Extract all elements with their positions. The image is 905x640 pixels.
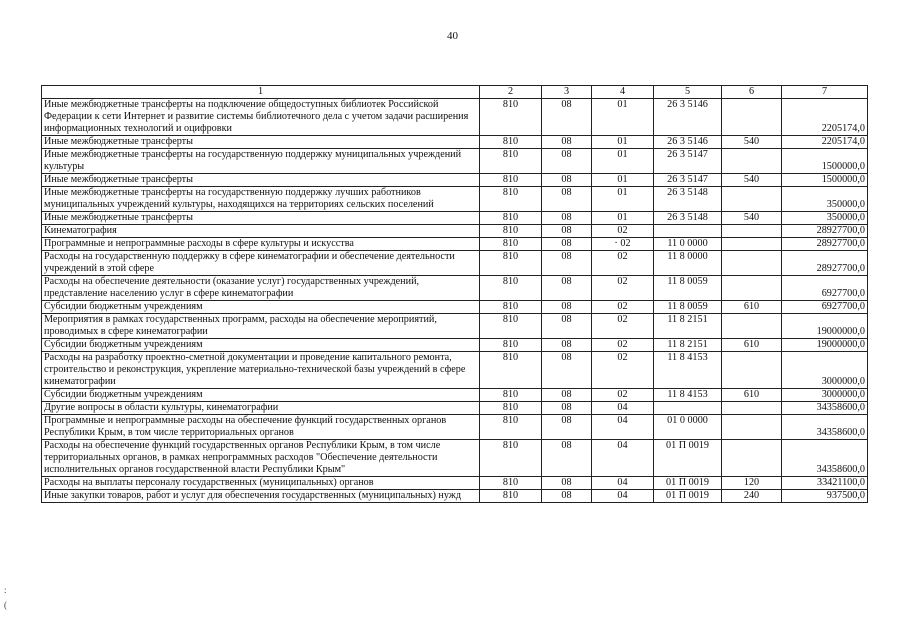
- row-amount: 33421100,0: [782, 477, 868, 490]
- row-section: 08: [542, 352, 592, 389]
- row-section: 08: [542, 402, 592, 415]
- row-expense-type: [722, 238, 782, 251]
- row-subsection: 04: [592, 402, 654, 415]
- column-number-row: [42, 86, 868, 99]
- table-row: [42, 225, 868, 238]
- row-section: 08: [542, 276, 592, 301]
- row-amount: 19000000,0: [782, 339, 868, 352]
- row-name: Расходы на разработку проектно-сметной документации и проведение капитального ремонта, строительство и реконструкция, укрепление материально-технической базы учреждений в сфере кинематографии: [42, 352, 480, 389]
- budget-table: [41, 85, 868, 503]
- row-target-article: 01 0 0000: [654, 415, 722, 440]
- row-expense-type: 610: [722, 301, 782, 314]
- row-admin-code: 810: [480, 225, 542, 238]
- row-section: 08: [542, 251, 592, 276]
- row-target-article: 26 3 5148: [654, 212, 722, 225]
- row-name: Мероприятия в рамках государственных программ, расходы на обеспечение мероприятий, проводимых в сфере кинематографии: [42, 314, 480, 339]
- row-subsection: 01: [592, 136, 654, 149]
- row-target-article: 11 8 2151: [654, 339, 722, 352]
- row-name: Субсидии бюджетным учреждениям: [42, 389, 480, 402]
- row-expense-type: [722, 402, 782, 415]
- row-amount: 2205174,0: [782, 136, 868, 149]
- row-admin-code: 810: [480, 99, 542, 136]
- row-section: 08: [542, 415, 592, 440]
- row-admin-code: 810: [480, 440, 542, 477]
- row-target-article: 01 П 0019: [654, 440, 722, 477]
- row-amount: 3000000,0: [782, 389, 868, 402]
- row-target-article: 11 0 0000: [654, 238, 722, 251]
- row-target-article: 26 3 5146: [654, 99, 722, 136]
- row-subsection: 01: [592, 99, 654, 136]
- table-row: [42, 136, 868, 149]
- row-subsection: · 02: [592, 238, 654, 251]
- row-amount: 1500000,0: [782, 174, 868, 187]
- row-target-article: 26 3 5146: [654, 136, 722, 149]
- row-admin-code: 810: [480, 389, 542, 402]
- table-row: [42, 339, 868, 352]
- row-admin-code: 810: [480, 212, 542, 225]
- row-section: 08: [542, 440, 592, 477]
- row-admin-code: 810: [480, 276, 542, 301]
- row-admin-code: 810: [480, 187, 542, 212]
- row-subsection: 04: [592, 477, 654, 490]
- row-amount: 1500000,0: [782, 149, 868, 174]
- row-target-article: 01 П 0019: [654, 490, 722, 503]
- row-subsection: 02: [592, 251, 654, 276]
- row-subsection: 02: [592, 339, 654, 352]
- table-row: [42, 301, 868, 314]
- row-expense-type: 540: [722, 174, 782, 187]
- row-expense-type: 610: [722, 389, 782, 402]
- row-target-article: [654, 402, 722, 415]
- row-amount: 28927700,0: [782, 251, 868, 276]
- column-header: 2: [480, 86, 542, 99]
- row-admin-code: 810: [480, 477, 542, 490]
- row-amount: 2205174,0: [782, 99, 868, 136]
- row-section: 08: [542, 490, 592, 503]
- row-section: 08: [542, 187, 592, 212]
- row-target-article: [654, 225, 722, 238]
- row-name: Иные закупки товаров, работ и услуг для обеспечения государственных (муниципальных) нужд: [42, 490, 480, 503]
- table-row: [42, 490, 868, 503]
- row-target-article: 01 П 0019: [654, 477, 722, 490]
- row-admin-code: 810: [480, 352, 542, 389]
- row-subsection: 02: [592, 276, 654, 301]
- row-admin-code: 810: [480, 415, 542, 440]
- row-name: Другие вопросы в области культуры, кинематографии: [42, 402, 480, 415]
- row-amount: 3000000,0: [782, 352, 868, 389]
- row-amount: 28927700,0: [782, 238, 868, 251]
- row-expense-type: [722, 440, 782, 477]
- row-admin-code: 810: [480, 136, 542, 149]
- row-name: Иные межбюджетные трансферты на подключение общедоступных библиотек Российской Федерации к сети Интернет и развитие системы библиотечного дела с учетом задачи расширения информационных технологий и оцифровки: [42, 99, 480, 136]
- row-admin-code: 810: [480, 339, 542, 352]
- row-expense-type: [722, 251, 782, 276]
- table-row: [42, 212, 868, 225]
- row-expense-type: [722, 314, 782, 339]
- row-name: Расходы на выплаты персоналу государственных (муниципальных) органов: [42, 477, 480, 490]
- row-subsection: 01: [592, 149, 654, 174]
- row-target-article: 11 8 0059: [654, 301, 722, 314]
- row-target-article: 11 8 0000: [654, 251, 722, 276]
- row-name: Расходы на государственную поддержку в сфере кинематографии и обеспечение деятельности учреждений в этой сфере: [42, 251, 480, 276]
- row-admin-code: 810: [480, 490, 542, 503]
- row-target-article: 26 3 5147: [654, 149, 722, 174]
- row-admin-code: 810: [480, 174, 542, 187]
- table-row: [42, 314, 868, 339]
- row-target-article: 11 8 4153: [654, 352, 722, 389]
- row-subsection: 02: [592, 225, 654, 238]
- row-target-article: 11 8 2151: [654, 314, 722, 339]
- row-section: 08: [542, 225, 592, 238]
- row-expense-type: 540: [722, 136, 782, 149]
- margin-mark: :: [4, 585, 7, 595]
- row-name: Иные межбюджетные трансферты на государственную поддержку лучших работников муниципальных учреждений культуры, находящихся на территориях сельских поселений: [42, 187, 480, 212]
- row-name: Иные межбюджетные трансферты: [42, 212, 480, 225]
- row-section: 08: [542, 99, 592, 136]
- row-amount: 350000,0: [782, 187, 868, 212]
- table-row: [42, 251, 868, 276]
- column-header: 6: [722, 86, 782, 99]
- row-subsection: 02: [592, 301, 654, 314]
- row-section: 08: [542, 477, 592, 490]
- row-name: Субсидии бюджетным учреждениям: [42, 339, 480, 352]
- row-section: 08: [542, 339, 592, 352]
- row-subsection: 04: [592, 440, 654, 477]
- row-name: Программные и непрограммные расходы в сфере культуры и искусства: [42, 238, 480, 251]
- row-name: Иные межбюджетные трансферты: [42, 136, 480, 149]
- row-subsection: 01: [592, 187, 654, 212]
- row-amount: 34358600,0: [782, 440, 868, 477]
- row-amount: 19000000,0: [782, 314, 868, 339]
- table-row: [42, 276, 868, 301]
- row-amount: 28927700,0: [782, 225, 868, 238]
- row-subsection: 01: [592, 212, 654, 225]
- row-admin-code: 810: [480, 251, 542, 276]
- margin-mark: (: [4, 600, 7, 610]
- row-expense-type: [722, 149, 782, 174]
- row-target-article: 26 3 5148: [654, 187, 722, 212]
- table-row: [42, 187, 868, 212]
- row-section: 08: [542, 174, 592, 187]
- table-row: [42, 238, 868, 251]
- row-expense-type: 120: [722, 477, 782, 490]
- row-amount: 937500,0: [782, 490, 868, 503]
- column-header: 3: [542, 86, 592, 99]
- row-section: 08: [542, 301, 592, 314]
- row-name: Расходы на обеспечение функций государственных органов Республики Крым, в том числе территориальных органов, в рамках непрограммных расходов "Обеспечение деятельности исполнительных органов государственной власти Республики Крым": [42, 440, 480, 477]
- row-expense-type: 540: [722, 212, 782, 225]
- row-amount: 34358600,0: [782, 402, 868, 415]
- row-subsection: 01: [592, 174, 654, 187]
- row-name: Программные и непрограммные расходы на обеспечение функций государственных органов Республики Крым, в том числе территориальных органов: [42, 415, 480, 440]
- row-admin-code: 810: [480, 301, 542, 314]
- row-section: 08: [542, 149, 592, 174]
- row-expense-type: [722, 276, 782, 301]
- row-section: 08: [542, 314, 592, 339]
- row-admin-code: 810: [480, 314, 542, 339]
- table-row: [42, 415, 868, 440]
- row-target-article: 26 3 5147: [654, 174, 722, 187]
- row-name: Иные межбюджетные трансферты на государственную поддержку муниципальных учреждений культуры: [42, 149, 480, 174]
- row-name: Расходы на обеспечение деятельности (оказание услуг) государственных учреждений, представление населению услуг в сфере кинематографии: [42, 276, 480, 301]
- row-expense-type: [722, 352, 782, 389]
- row-name: Кинематография: [42, 225, 480, 238]
- column-header: 1: [42, 86, 480, 99]
- column-header: 4: [592, 86, 654, 99]
- row-section: 08: [542, 238, 592, 251]
- column-header: 5: [654, 86, 722, 99]
- row-subsection: 02: [592, 314, 654, 339]
- column-header: 7: [782, 86, 868, 99]
- row-amount: 6927700,0: [782, 301, 868, 314]
- row-subsection: 04: [592, 490, 654, 503]
- row-amount: 6927700,0: [782, 276, 868, 301]
- row-target-article: 11 8 0059: [654, 276, 722, 301]
- row-name: Иные межбюджетные трансферты: [42, 174, 480, 187]
- row-name: Субсидии бюджетным учреждениям: [42, 301, 480, 314]
- row-subsection: 04: [592, 415, 654, 440]
- table-row: [42, 440, 868, 477]
- table-row: [42, 352, 868, 389]
- row-expense-type: [722, 225, 782, 238]
- row-section: 08: [542, 136, 592, 149]
- row-subsection: 02: [592, 389, 654, 402]
- row-expense-type: [722, 187, 782, 212]
- row-section: 08: [542, 389, 592, 402]
- row-section: 08: [542, 212, 592, 225]
- table-row: [42, 99, 868, 136]
- table-row: [42, 149, 868, 174]
- table-row: [42, 477, 868, 490]
- row-amount: 34358600,0: [782, 415, 868, 440]
- row-amount: 350000,0: [782, 212, 868, 225]
- row-expense-type: [722, 99, 782, 136]
- table-row: [42, 174, 868, 187]
- row-expense-type: 240: [722, 490, 782, 503]
- table-row: [42, 389, 868, 402]
- row-admin-code: 810: [480, 238, 542, 251]
- row-subsection: 02: [592, 352, 654, 389]
- row-target-article: 11 8 4153: [654, 389, 722, 402]
- row-expense-type: 610: [722, 339, 782, 352]
- row-admin-code: 810: [480, 402, 542, 415]
- table-row: [42, 402, 868, 415]
- page-number: 40: [447, 30, 458, 42]
- row-expense-type: [722, 415, 782, 440]
- row-admin-code: 810: [480, 149, 542, 174]
